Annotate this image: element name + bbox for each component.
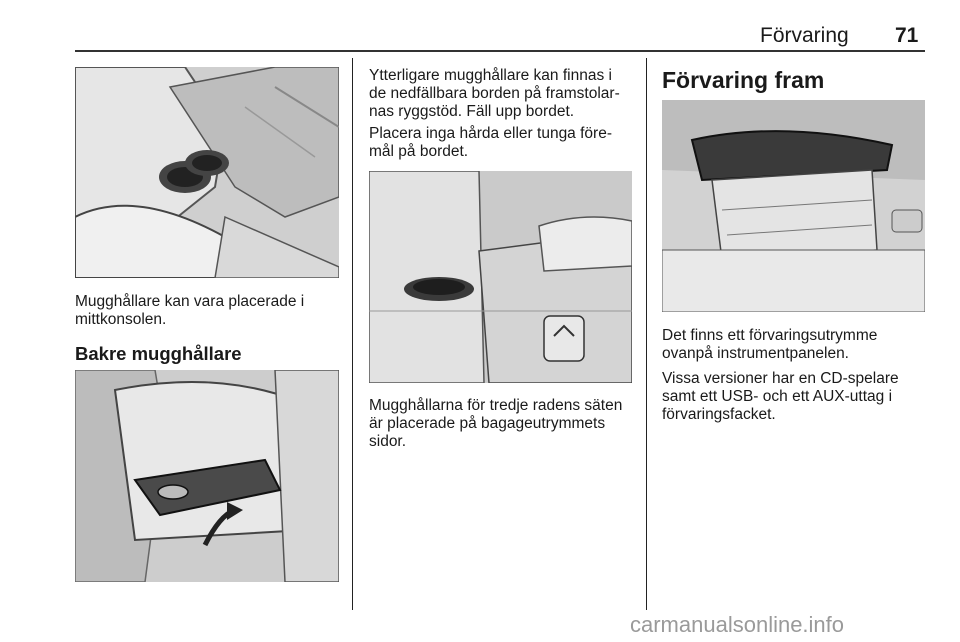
paragraph-extra-cupholders: Ytterligare mugghållare kan finnas i de nedfällbara borden på framstolar-nas ryggstöd. Fäll upp bordet. [369,67,620,120]
paragraph-console-cupholder: Mugghållare kan vara placerade i mittkonsolen. [75,293,305,328]
paragraph-storage-above-dash: Det finns ett förvaringsutrymme ovanpå instrumentpanelen. [662,327,878,362]
watermark: carmanualsonline.info [630,612,845,637]
paragraph-no-heavy-objects: Placera inga hårda eller tunga före-mål på bordet. [369,125,612,160]
figure-third-row-cupholder [369,171,632,383]
column-divider [646,58,647,610]
header-rule [75,50,925,52]
heading-rear-cupholders: Bakre mugghållare [75,343,242,364]
figure-center-console-cupholder [75,67,339,278]
figure-dashboard-storage [662,100,925,312]
heading-front-storage: Förvaring fram [662,67,825,93]
page-number: 71 [895,24,919,47]
paragraph-cd-usb-aux: Vissa versioner har en CD-spelare samt ett USB- och ett AUX-uttag i förvaringsfacket. [662,370,899,423]
header-title: Förvaring [760,24,849,47]
column-divider [352,58,353,610]
figure-rear-fold-table [75,370,339,582]
paragraph-third-row-cupholders: Mugghållarna för tredje radens säten är placerade på bagageutrymmets sidor. [369,397,623,450]
